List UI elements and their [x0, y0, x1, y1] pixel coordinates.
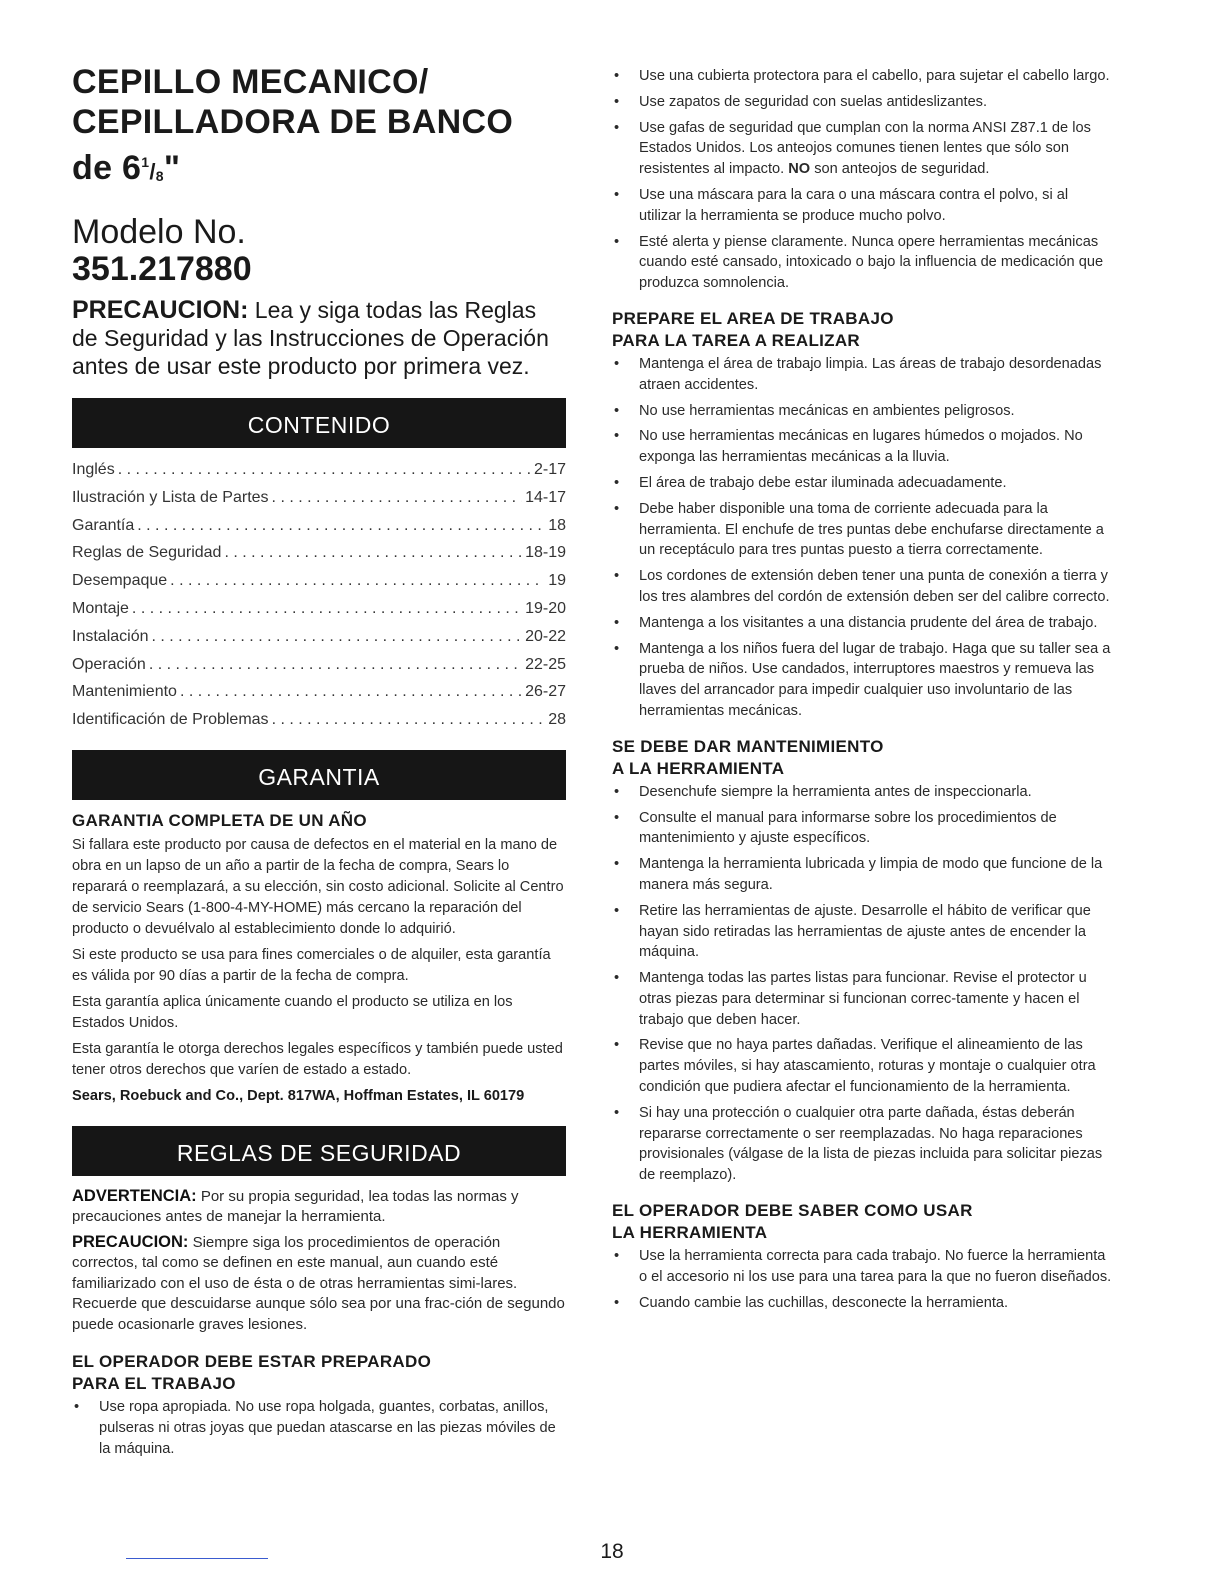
list-item-text: No use herramientas mecánicas en ambientes peligrosos.: [639, 402, 1015, 419]
toc-label: Montaje: [72, 599, 129, 617]
bullet-icon: •: [614, 402, 620, 419]
toc-label: Garantía: [72, 516, 135, 534]
bullet-icon: •: [614, 119, 620, 136]
toc-row: [72, 651, 566, 679]
list-item-text: Mantenga todas las partes listas para funcionar. Revise el protector u otras piezas para determinar si funcionan correc-tamente y hacen el trabajo que deben hacer.: [639, 970, 1087, 1028]
garantia-paragraph: Si fallara este producto por causa de defectos en el material en la mano de obra en un lapso de un año a partir de la fecha de compra, Sears lo reparará o reemplazará, a su elección, sin costo adicional. Solicite al Centro de servicio Sears (1-800-4-MY-HOME) más cercano la reparación del producto o devuélvalo al establecimiento donde lo adquirió.: [72, 836, 564, 937]
list-item-text: Use gafas de seguridad que cumplan con la norma ANSI Z87.1 de los Estados Unidos. Los anteojos comunes tienen lentes que sólo son resistentes al impacto.: [639, 119, 1091, 178]
list-item: [612, 901, 1112, 963]
list-item: [612, 401, 1112, 422]
toc-label: Ilustración y Lista de Partes: [72, 488, 269, 506]
toc-page: 26-27: [525, 683, 566, 701]
title-line-2: CEPILLADORA DE BANCO: [72, 103, 514, 141]
list-item-text: Si hay una protección o cualquier otra parte dañada, éstas deberán repararse correctamente o ser reemplazadas. No haga reparaciones provisionales (válgase de la lista de piezas incluida para solicitar piezas de reemplazo).: [639, 1104, 1103, 1184]
list-item-text: No use herramientas mecánicas en lugares húmedos o mojados. No exponga las herramientas mecánicas a la lluvia.: [639, 428, 1083, 466]
right-column: [612, 66, 1112, 1318]
list-item: [612, 639, 1112, 722]
toc-row: [72, 595, 566, 623]
list-item: [612, 566, 1112, 608]
bullet-icon: •: [614, 970, 620, 987]
bullet-icon: •: [614, 1037, 620, 1054]
toc-label: Desempaque: [72, 572, 168, 590]
list-item-text: Use una máscara para la cara o una máscara contra el polvo, si al utilizar la herramienta se produce mucho polvo.: [639, 186, 1069, 224]
list-item: [612, 1035, 1112, 1097]
toc-row: [72, 539, 566, 567]
toc-label: Mantenimiento: [72, 683, 177, 701]
toc-page: 18-19: [525, 544, 566, 562]
list-item: [612, 66, 1112, 87]
toc-page: 20-22: [525, 627, 566, 645]
advertencia-text: Por su propia seguridad, lea todas las normas y precauciones antes de manejar la herramienta.: [72, 1187, 519, 1226]
heading-line: SE DEBE DAR MANTENIMIENTO: [612, 736, 884, 756]
list-item-text: Esté alerta y piense claramente. Nunca opere herramientas mecánicas cuando esté cansado, intoxicado o bajo la influencia de medicación que produzca somnolencia.: [639, 233, 1104, 292]
sears-address: Sears, Roebuck and Co., Dept. 817WA, Hoffman Estates, IL 60179: [72, 1087, 525, 1104]
toc-page: 22-25: [525, 655, 566, 673]
list-item-text: Desenchufe siempre la herramienta antes de inspeccionarla.: [639, 783, 1032, 800]
toc-page: 14-17: [525, 488, 566, 506]
list-item: [612, 808, 1112, 850]
list-item-text: El área de trabajo debe estar iluminada adecuadamente.: [639, 474, 1007, 491]
precaucion-label: PRECAUCION:: [72, 1232, 189, 1251]
garantia-paragraph: Esta garantía aplica únicamente cuando el producto se utiliza en los Estados Unidos.: [72, 993, 513, 1031]
precaucion-note: [72, 1232, 566, 1336]
toc-label: Identificación de Problemas: [72, 711, 269, 729]
operador-preparado-heading: [72, 1351, 566, 1395]
list-item-text: Mantenga a los visitantes a una distancia prudente del área de trabajo.: [639, 614, 1098, 631]
list-item: [612, 613, 1112, 634]
bullet-icon: •: [614, 428, 620, 445]
list-item: [612, 473, 1112, 494]
advertencia-label: ADVERTENCIA:: [72, 1186, 197, 1205]
saber-usar-heading: [612, 1200, 1112, 1244]
toc-label: Reglas de Seguridad: [72, 544, 222, 562]
title-size-denominator: 8: [155, 168, 164, 184]
toc-row: [72, 678, 566, 706]
list-item-text: Use una cubierta protectora para el cabello, para sujetar el cabello largo.: [639, 68, 1110, 84]
toc-row: [72, 706, 566, 734]
list-item: [612, 1246, 1112, 1288]
heading-line: PARA EL TRABAJO: [72, 1374, 236, 1394]
heading-line: A LA HERRAMIENTA: [612, 758, 785, 778]
title-size-inch-mark: ": [163, 149, 181, 187]
toc-row: [72, 623, 566, 651]
title-size-separator: /: [149, 159, 156, 184]
list-item-text: Mantenga la herramienta lubricada y limpia de modo que funcione de la manera más segura.: [639, 856, 1103, 893]
left-column: [72, 62, 566, 1465]
garantia-paragraph: Esta garantía le otorga derechos legales específicos y también puede usted tener otros derechos que varíen de estado a estado.: [72, 1040, 563, 1078]
toc-page: 19: [548, 572, 566, 590]
list-item-text: Mantenga el área de trabajo limpia. Las áreas de trabajo desordenadas atraen accidentes.: [639, 355, 1102, 393]
caution-intro: [72, 296, 566, 380]
mantenimiento-list: [612, 782, 1112, 1186]
heading-line: LA HERRAMIENTA: [612, 1223, 768, 1243]
heading-line: PREPARE EL AREA DE TRABAJO: [612, 308, 894, 328]
bullet-icon: •: [614, 355, 620, 372]
list-item: [612, 232, 1112, 294]
title-size-whole: de 6: [72, 149, 142, 187]
list-item: [612, 118, 1112, 180]
list-item-text: Debe haber disponible una toma de corriente adecuada para la herramienta. El enchufe de tres puntas debe enchufarse directamente a un receptáculo para tres puntas puesto a tierra correctamente.: [639, 500, 1104, 559]
list-item: [612, 968, 1112, 1030]
list-item-text: son anteojos de seguridad.: [810, 161, 990, 178]
toc-label: Operación: [72, 655, 146, 673]
title-line-1: CEPILLO MECANICO/: [72, 63, 429, 101]
heading-line: PARA LA TAREA A REALIZAR: [612, 330, 861, 350]
title-size-numerator: 1: [141, 154, 150, 170]
list-item-emphasis: NO: [788, 161, 811, 178]
bullet-icon: •: [74, 1399, 80, 1416]
precaucion-text: Siempre siga los procedimientos de operación correctos, tal como se definen en este manual, aun cuando esté familiarizado con el uso de ésta o de otras herramientas simi-lares. Recuerde que descuidarse aunque sólo sea por una frac-ción de segundo puede ocasionarle graves lesiones.: [72, 1233, 565, 1333]
operador-preparado-list-right: [612, 66, 1112, 294]
mantenimiento-heading: [612, 736, 1112, 780]
list-item: [612, 92, 1112, 113]
bullet-icon: •: [614, 568, 620, 585]
list-item: [612, 854, 1112, 896]
model-number: 351.217880: [72, 250, 252, 288]
bullet-icon: •: [614, 1294, 620, 1311]
advertencia-note: [72, 1186, 566, 1228]
bullet-icon: •: [614, 783, 620, 800]
toc-label: Inglés: [72, 461, 115, 478]
bullet-icon: •: [614, 809, 620, 826]
toc-row: [72, 456, 566, 484]
list-item-text: Cuando cambie las cuchillas, desconecte la herramienta.: [639, 1294, 1009, 1311]
title-line-3: [72, 149, 180, 187]
table-of-contents: [72, 456, 566, 734]
garantia-paragraph: Si este producto se usa para fines comerciales o de alquiler, esta garantía es válida por 90 días a partir de la fecha de compra.: [72, 946, 551, 984]
bullet-icon: •: [614, 1248, 620, 1265]
page-number: 18: [600, 1540, 624, 1563]
list-item: [72, 1397, 566, 1459]
list-item: [612, 499, 1112, 561]
list-item-text: Retire las herramientas de ajuste. Desarrolle el hábito de verificar que hayan sido retiradas las herramientas de ajuste antes de encender la máquina.: [639, 902, 1091, 961]
list-item: [612, 1103, 1112, 1186]
toc-row: [72, 484, 566, 512]
list-item-text: Use zapatos de seguridad con suelas antideslizantes.: [639, 93, 988, 110]
toc-page: 2-17: [533, 461, 566, 478]
garantia-banner: GARANTIA: [72, 750, 566, 800]
bullet-icon: •: [614, 902, 620, 919]
bullet-icon: •: [614, 233, 620, 250]
garantia-heading: GARANTIA COMPLETA DE UN AÑO: [72, 810, 367, 830]
list-item-text: Revise que no haya partes dañadas. Verifique el alineamiento de las partes móviles, si hay atascamiento, roturas y montaje o cualquier otra condición que pudiera afectar el funcionamiento de la herramienta.: [639, 1037, 1096, 1096]
list-item-text: Los cordones de extensión deben tener una punta de conexión a tierra y los tres alambres del cordón de extensión deben ser del calibre correcto.: [639, 568, 1110, 605]
list-item: [612, 354, 1112, 396]
bullet-icon: •: [614, 1104, 620, 1121]
contenido-banner: CONTENIDO: [72, 398, 566, 448]
toc-row: [72, 567, 566, 595]
bullet-icon: •: [614, 614, 620, 631]
area-trabajo-heading: [612, 308, 1112, 352]
list-item: [612, 782, 1112, 803]
toc-page: 28: [548, 711, 566, 729]
document-title: [72, 62, 566, 196]
list-item-text: Use la herramienta correcta para cada trabajo. No fuerce la herramienta o el accesorio ni los use para una tarea para la que no fueron diseñados.: [639, 1248, 1112, 1285]
operador-preparado-list-left: [72, 1397, 566, 1459]
bullet-icon: •: [614, 186, 620, 203]
toc-label: Instalación: [72, 627, 149, 645]
list-item: [612, 426, 1112, 468]
caution-label: PRECAUCION:: [72, 296, 249, 324]
model-label: Modelo No.: [72, 213, 246, 251]
caution-text: Lea y siga todas las Reglas de Seguridad y las Instrucciones de Operación antes de usar este producto por primera vez.: [72, 297, 549, 379]
saber-usar-list: [612, 1246, 1112, 1313]
bullet-icon: •: [614, 68, 620, 84]
bullet-icon: •: [614, 93, 620, 110]
list-item-text: Consulte el manual para informarse sobre los procedimientos de mantenimiento y ajuste específicos.: [639, 809, 1057, 847]
reglas-banner: REGLAS DE SEGURIDAD: [72, 1126, 566, 1176]
list-item-text: Mantenga a los niños fuera del lugar de trabajo. Haga que su taller sea a prueba de niños. Use candados, interruptores maestros y remueva las llaves del arrancador para impedir cualquier uso involuntario de las herramientas mecánicas.: [639, 640, 1111, 719]
toc-page: 18: [548, 516, 566, 534]
heading-line: EL OPERADOR DEBE SABER COMO USAR: [612, 1201, 973, 1221]
bullet-icon: •: [614, 856, 620, 873]
list-item-text: Use ropa apropiada. No use ropa holgada, guantes, corbatas, anillos, pulseras ni otras joyas que puedan atascarse en las piezas móviles de la máquina.: [99, 1399, 556, 1458]
bullet-icon: •: [614, 474, 620, 491]
bullet-icon: •: [614, 500, 620, 517]
toc-row: [72, 512, 566, 540]
list-item: [612, 1293, 1112, 1314]
toc-page: 19-20: [525, 599, 566, 617]
list-item: [612, 185, 1112, 227]
heading-line: EL OPERADOR DEBE ESTAR PREPARADO: [72, 1352, 432, 1372]
bullet-icon: •: [614, 640, 620, 657]
footer-rule: [126, 1558, 268, 1559]
area-trabajo-list: [612, 354, 1112, 722]
